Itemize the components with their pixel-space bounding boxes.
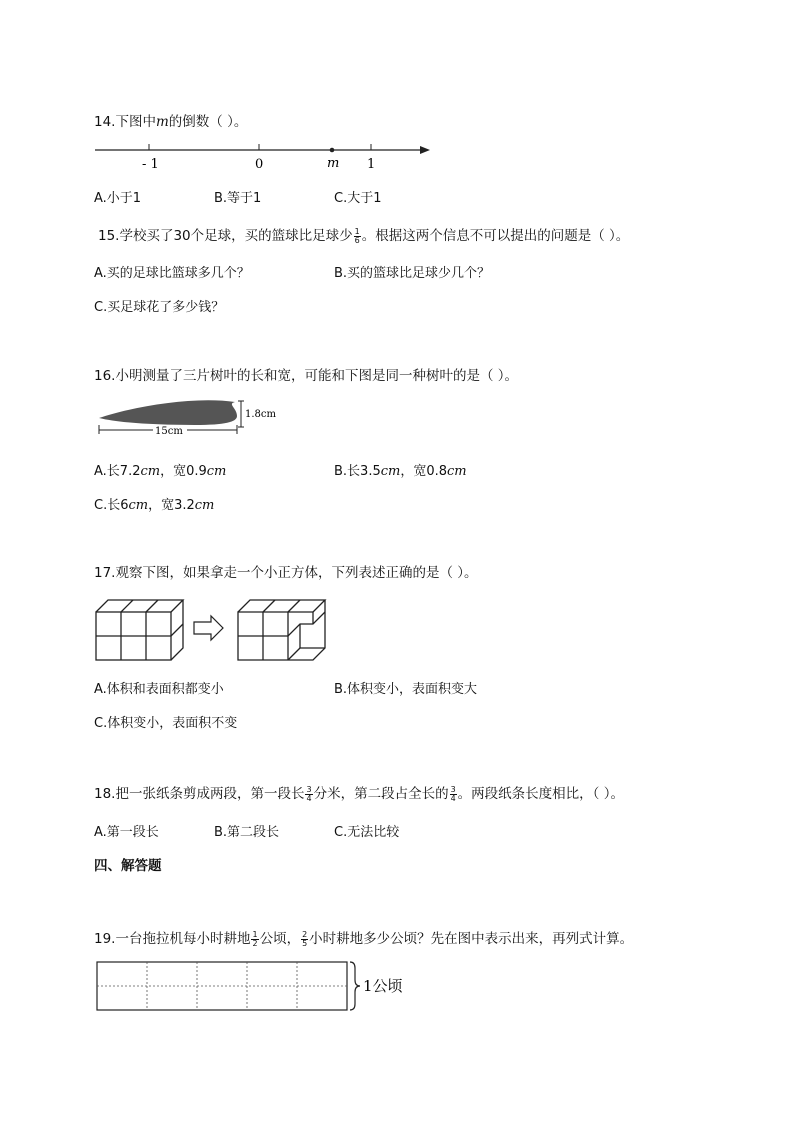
label-neg1: - 1 bbox=[142, 157, 159, 172]
q17-option-a[interactable]: A.体积和表面积都变小 bbox=[94, 682, 224, 697]
q14-number-line bbox=[92, 138, 437, 174]
point-m bbox=[330, 148, 335, 153]
q18-stem: 18.把一张纸条剪成两段，第一段长 $\frac{3}{4}$ 分米，第二段占全长的 $\frac{3}{4}$ 。两段纸条长度相比，（ ）。 bbox=[94, 784, 624, 803]
q15-option-b[interactable]: B.买的篮球比足球少几个？ bbox=[334, 266, 491, 281]
q15-prefix: 15.学校买了30个足球，买的篮球比足球少 bbox=[98, 228, 353, 244]
q17-cubes-figure bbox=[94, 590, 344, 664]
q16-leaf-figure bbox=[95, 396, 285, 440]
q15-fraction bbox=[354, 228, 361, 245]
label-1: 1 bbox=[367, 157, 376, 172]
fraction-denominator: 6 bbox=[354, 235, 360, 245]
q14-option-b[interactable]: B.等于1 bbox=[214, 191, 262, 206]
q16-option-c[interactable]: C.长6cm，宽3.2cm bbox=[94, 498, 215, 513]
q14-stem bbox=[94, 110, 247, 130]
length-label: 15cm bbox=[155, 426, 183, 437]
grid-dashes bbox=[97, 962, 347, 1010]
number-line-arrow bbox=[420, 146, 430, 154]
arrow-icon bbox=[194, 616, 223, 640]
leaf-shape bbox=[99, 400, 237, 425]
q18-fraction-2: $\frac{3}{4}$ bbox=[450, 784, 456, 803]
q15-suffix: 。根据这两个信息不可以提出的问题是（ ）。 bbox=[361, 228, 630, 244]
q18-option-b[interactable]: B.第二段长 bbox=[214, 825, 280, 840]
label-0: 0 bbox=[255, 157, 264, 172]
q16-stem: 16.小明测量了三片树叶的长和宽，可能和下图是同一种树叶的是（ ）。 bbox=[94, 368, 519, 384]
q18-option-c[interactable]: C.无法比较 bbox=[334, 825, 400, 840]
q19-fraction-2: $\frac{2}{5}$ bbox=[302, 929, 308, 948]
q14-option-a[interactable]: A.小于1 bbox=[94, 191, 142, 206]
q18-option-a[interactable]: A.第一段长 bbox=[94, 825, 159, 840]
q14-var: m bbox=[155, 114, 169, 130]
q19-stem: 19.一台拖拉机每小时耕地 $\frac{1}{2}$ 公顷， $\frac{2}{5}$ 小时耕地多少公顷？先在图中表示出来，再列式计算。 bbox=[94, 929, 634, 948]
width-label: 1.8cm bbox=[245, 409, 276, 420]
q17-stem: 17.观察下图，如果拿走一个小正方体，下列表述正确的是（ ）。 bbox=[94, 565, 478, 581]
cube-block-after bbox=[238, 600, 325, 660]
diagram-label: 1公顷 bbox=[363, 977, 403, 995]
q15-stem bbox=[98, 224, 629, 245]
q16-option-a[interactable]: A.长7.2cm，宽0.9cm bbox=[94, 464, 227, 479]
brace-icon bbox=[350, 962, 360, 1010]
q14-option-c[interactable]: C.大于1 bbox=[334, 191, 382, 206]
q15-option-a[interactable]: A.买的足球比篮球多几个？ bbox=[94, 266, 250, 281]
cube-block-before bbox=[96, 600, 183, 660]
fraction-numerator: 1 bbox=[354, 226, 360, 236]
q17-option-b[interactable]: B.体积变小，表面积变大 bbox=[334, 682, 478, 697]
q19-fraction-1: $\frac{1}{2}$ bbox=[252, 929, 258, 948]
section-title: 四、解答题 bbox=[94, 858, 162, 874]
q16-option-b[interactable]: B.长3.5cm，宽0.8cm bbox=[334, 464, 467, 479]
q15-option-c[interactable]: C.买足球花了多少钱？ bbox=[94, 300, 225, 315]
q14-suffix: 的倒数（ ）。 bbox=[168, 114, 248, 130]
q18-fraction-1: $\frac{3}{4}$ bbox=[306, 784, 312, 803]
q17-option-c[interactable]: C.体积变小，表面积不变 bbox=[94, 716, 238, 731]
q19-hectare-diagram[interactable] bbox=[95, 960, 425, 1014]
label-m: m bbox=[327, 156, 340, 171]
q14-prefix: 14.下图中 bbox=[94, 114, 156, 130]
